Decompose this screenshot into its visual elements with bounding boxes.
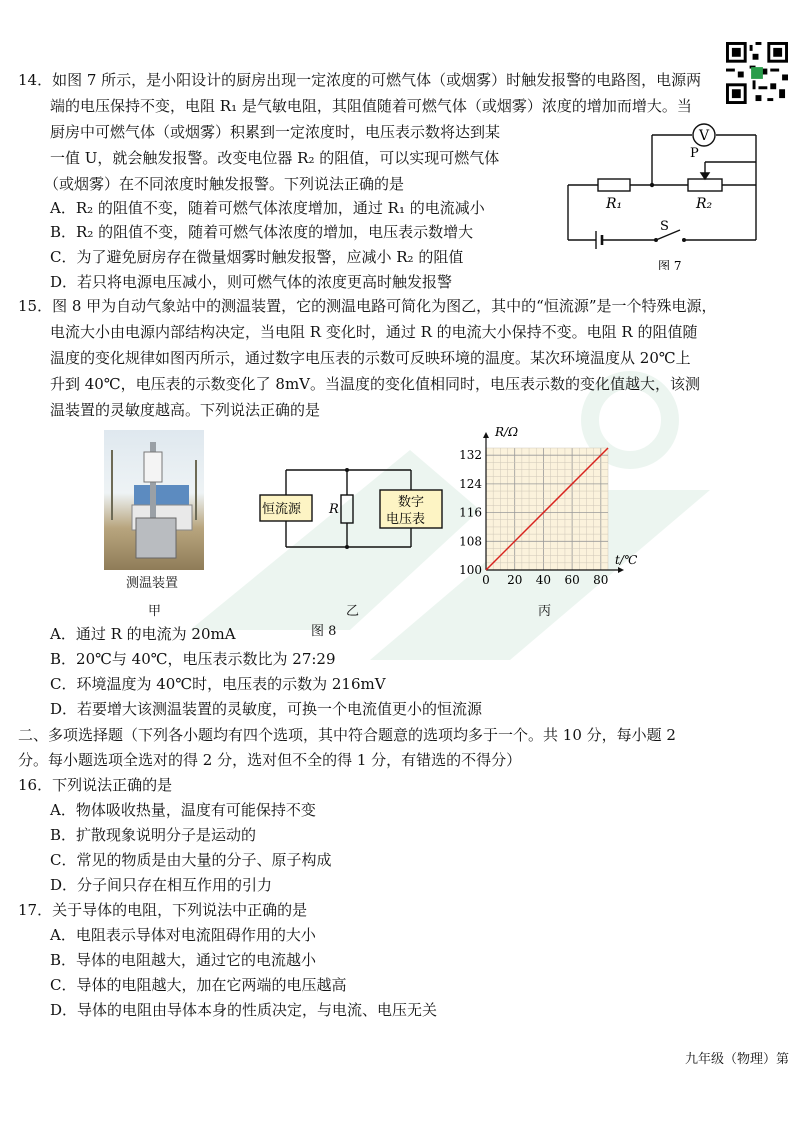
q16-option-d: D．分子间只存在相互作用的引力 [50, 876, 273, 894]
x-tick-label: 80 [593, 573, 609, 587]
r-t-chart [450, 420, 650, 590]
qr-code-image [726, 42, 788, 104]
weather-station-photo [104, 430, 204, 570]
label-jia: 甲 [148, 604, 162, 619]
r1-label: R₁ [606, 196, 623, 212]
y-tick-label: 124 [459, 476, 482, 491]
q17-option-d: D．导体的电阻由导体本身的性质决定，与电流、电压无关 [50, 1001, 438, 1019]
page-footer: 九年级（物理）第 [685, 1052, 790, 1067]
source-label: 恒流源 [262, 502, 302, 517]
y-tick-label: 100 [459, 563, 482, 577]
figure-8-circuit [255, 465, 445, 560]
q15-option-a: A．通过 R 的电流为 20mA [50, 625, 236, 643]
section-2-heading: 二、多项选择题（下列各小题均有四个选项，其中符合题意的选项均多于一个。共 10 分，每小题 2 [18, 726, 676, 744]
q16-option-c: C．常见的物质是由大量的分子、原子构成 [50, 851, 332, 869]
q14-line-2: 端的电压保持不变，电阻 R₁ 是气敏电阻，其阻值随着可燃气体（或烟雾）浓度的增加而增大。当 [50, 97, 692, 115]
q16-stem: 16．下列说法正确的是 [18, 776, 173, 794]
x-tick-label: 20 [507, 573, 523, 587]
photo-caption: 测温装置 [126, 576, 179, 591]
resistor-label: R [329, 502, 339, 517]
q17-option-b: B．导体的电阻越大，通过它的电流越小 [50, 951, 317, 969]
q15-option-d: D．若要增大该测温装置的灵敏度，可换一个电流值更小的恒流源 [50, 700, 483, 718]
q16-option-b: B．扩散现象说明分子是运动的 [50, 826, 257, 844]
resistor-r2 [688, 179, 722, 191]
q14-line-5: （或烟雾）在不同浓度时触发报警。下列说法正确的是 [44, 175, 405, 193]
q15-line-5: 温装置的灵敏度越高。下列说法正确的是 [50, 401, 321, 419]
meter-label-1: 数字 [398, 495, 425, 510]
q17-stem: 17．关于导体的电阻，下列说法中正确的是 [18, 901, 308, 919]
slider-label: P [690, 146, 699, 161]
q16-option-a: A．物体吸收热量，温度有可能保持不变 [50, 801, 316, 819]
x-tick-label: 40 [535, 573, 552, 587]
y-tick-label: 132 [459, 448, 482, 463]
meter-label-2: 电压表 [386, 512, 426, 527]
q17-option-c: C．导体的电阻越大，加在它两端的电压越高 [50, 976, 347, 994]
q14-option-a: A．R₂ 的阻值不变，随着可燃气体浓度增加，通过 R₁ 的电流减小 [50, 199, 485, 217]
section-2-instructions: 分。每小题选项全选对的得 2 分，选对但不全的得 1 分，有错选的不得分） [18, 751, 522, 769]
q15-line-4: 升到 40℃，电压表的示数变化了 8mV。当温度的变化值相同时，电压表示数的变化值越大，该测 [50, 375, 701, 393]
voltmeter-label: V [699, 128, 710, 144]
q15-option-c: C．环境温度为 40℃时，电压表的示数为 216mV [50, 675, 386, 693]
resistor-r1 [598, 179, 630, 191]
chart-xlabel: t/℃ [615, 553, 638, 567]
x-tick-label: 60 [564, 573, 580, 587]
q15-line-3: 温度的变化规律如图丙所示，通过数字电压表的示数可反映环境的温度。某次环境温度从 20℃上 [50, 349, 691, 367]
label-bing: 丙 [538, 604, 552, 619]
y-tick-label: 116 [459, 505, 482, 520]
label-yi: 乙 [346, 604, 360, 619]
q15-option-b: B．20℃与 40℃，电压表示数比为 27:29 [50, 650, 336, 668]
r2-label: R₂ [696, 196, 713, 212]
figure-7-circuit [560, 120, 770, 270]
x-axis-arrow [618, 567, 624, 573]
q14-option-c: C．为了避免厨房存在微量烟雾时触发报警，应减小 R₂ 的阻值 [50, 248, 464, 266]
x-tick-label: 0 [482, 573, 490, 587]
y-tick-label: 108 [459, 534, 482, 549]
q15-line-2: 电流大小由电源内部结构决定，当电阻 R 变化时，通过 R 的电流大小保持不变。电阻 R 的阻值随 [50, 323, 698, 341]
q14-option-b: B．R₂ 的阻值不变，随着可燃气体浓度的增加，电压表示数增大 [50, 223, 474, 241]
q14-line-1: 14．如图 7 所示，是小阳设计的厨房出现一定浓度的可燃气体（或烟雾）时触发报警的电路图，电源两 [18, 71, 702, 89]
q14-option-d: D．若只将电源电压减小，则可燃气体的浓度更高时触发报警 [50, 273, 453, 291]
figure-7-caption: 图 7 [658, 259, 682, 270]
figure-8-caption: 图 8 [311, 624, 337, 639]
q14-line-3: 厨房中可燃气体（或烟雾）积累到一定浓度时，电压表示数将达到某 [50, 123, 501, 141]
q17-option-a: A．电阻表示导体对电流阻碍作用的大小 [50, 926, 316, 944]
q14-line-4: 一值 U，就会触发报警。改变电位器 R₂ 的阻值，可以实现可燃气体 [50, 149, 500, 167]
q15-line-1: 15．图 8 甲为自动气象站中的测温装置，它的测温电路可简化为图乙，其中的“恒流源”是一个特殊电源， [18, 297, 717, 315]
switch-label: S [660, 219, 669, 234]
chart-ylabel: R/Ω [495, 425, 519, 439]
y-axis-arrow [483, 432, 489, 438]
resistor-r [341, 495, 353, 523]
